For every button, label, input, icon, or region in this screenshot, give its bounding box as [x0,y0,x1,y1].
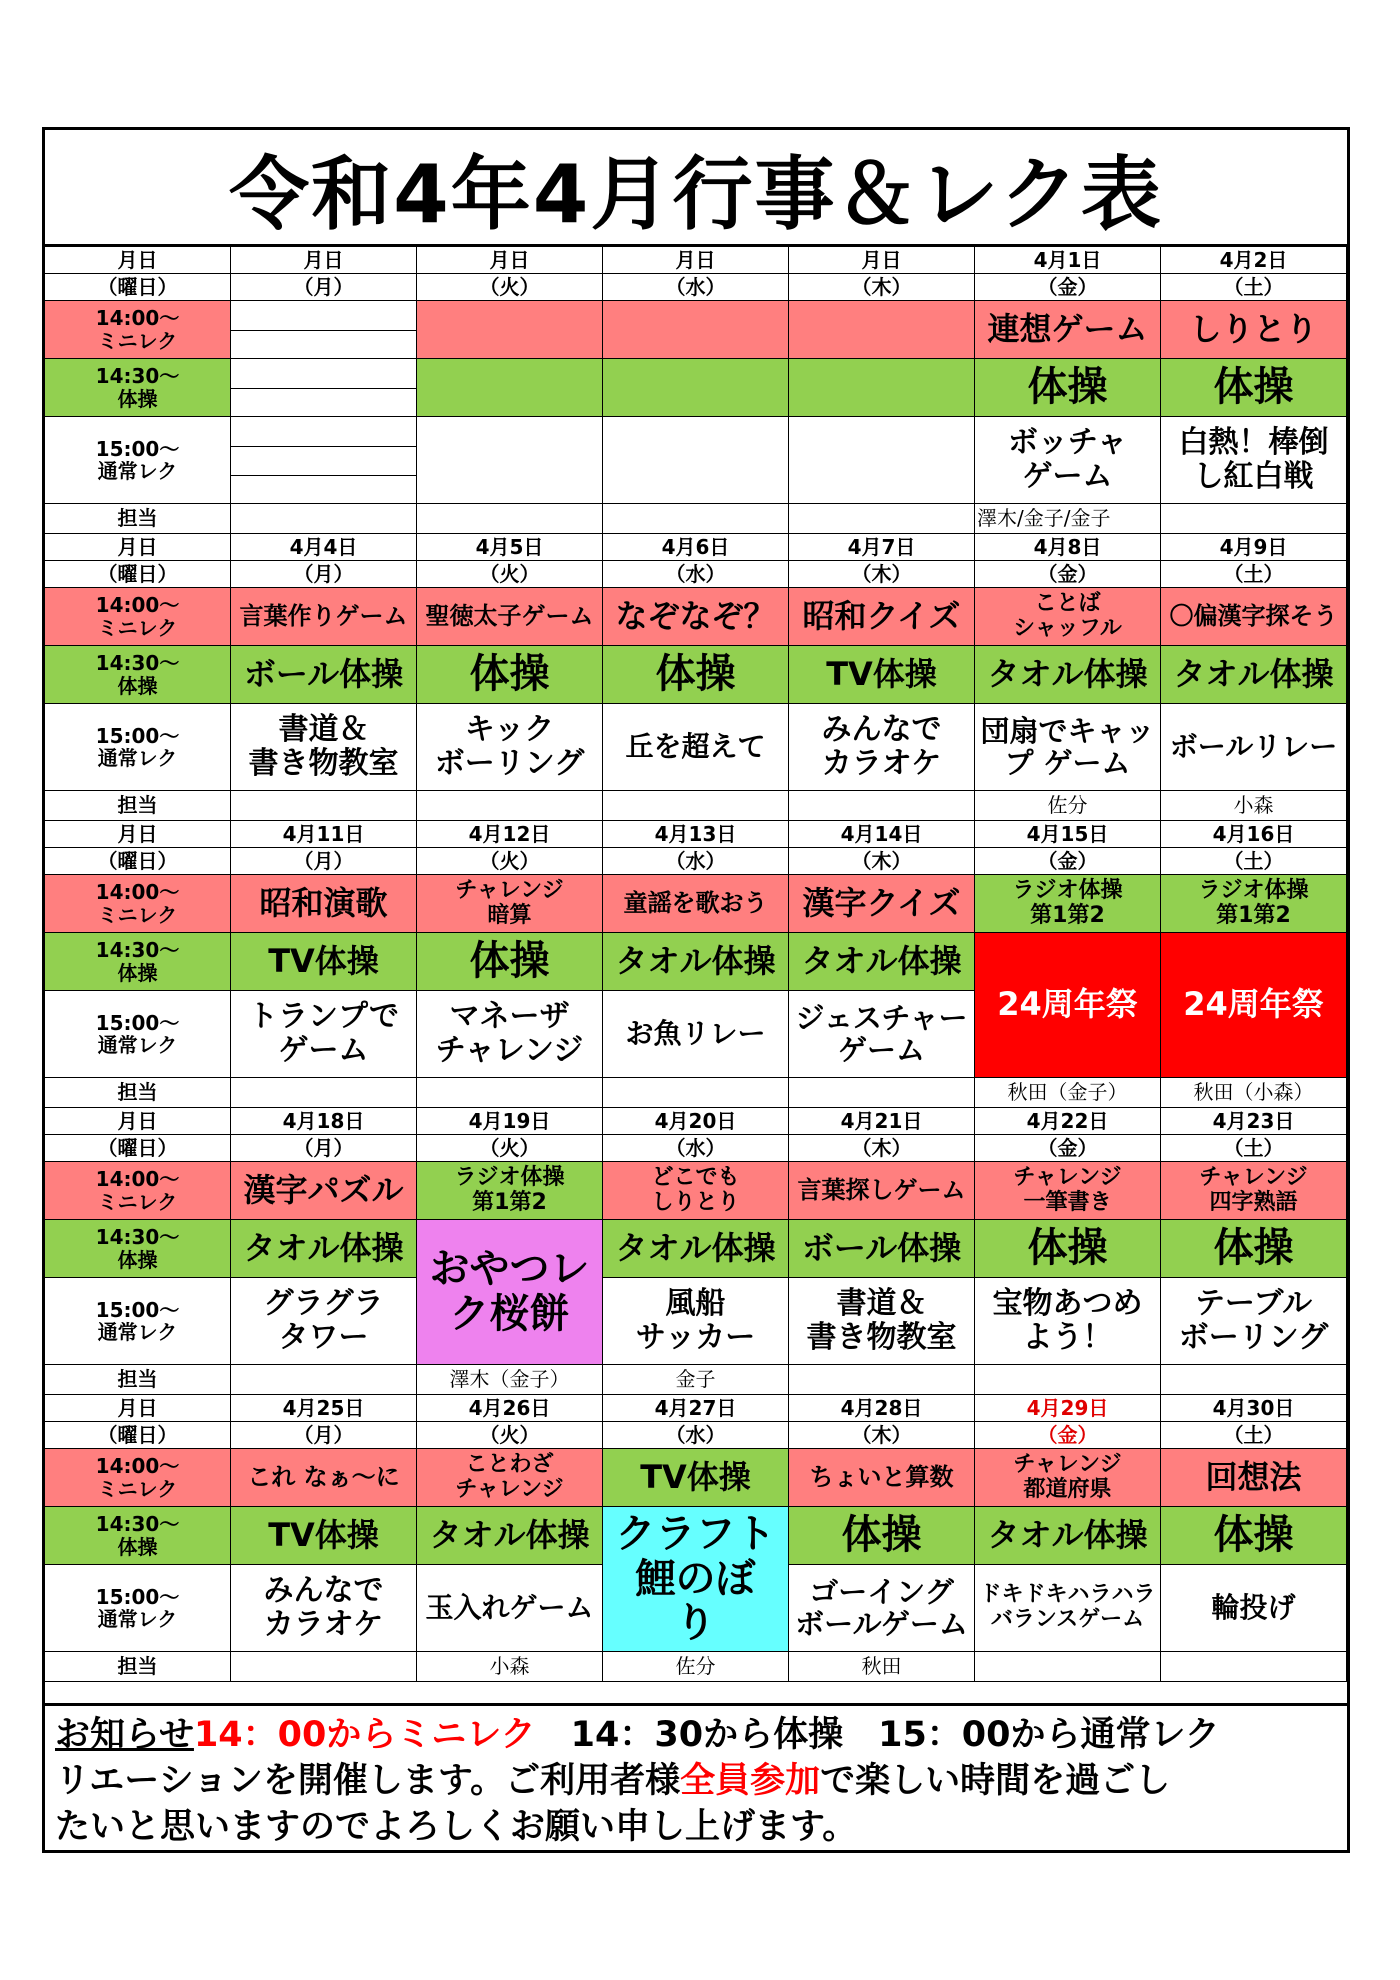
date-cell: 4月23日 [1161,1108,1347,1135]
mini-rec-cell: ラジオ体操 第1第2 [975,875,1161,933]
row-label-exercise: 14:30～ 体操 [45,1220,231,1278]
mini-rec-cell: 〇偏漢字探そう [1161,588,1347,646]
row-label-weekday: （曜日） [45,1422,231,1449]
normal-rec-cell: 書道＆ 書き物教室 [231,704,417,791]
date-cell: 4月11日 [231,821,417,848]
weekday-cell: （木） [789,848,975,875]
mini-rec-cell: これ なぁ～に [231,1449,417,1507]
date-cell: 月日 [417,247,603,274]
weekday-cell: （月） [231,561,417,588]
normal-rec-cell: 風船 サッカー [603,1278,789,1365]
mini-rec-cell: 言葉作りゲーム [231,588,417,646]
weekday-cell: （木） [789,561,975,588]
normal-rec-cell [603,417,789,504]
exercise-cell [603,359,789,417]
staff-cell: 秋田（金子） [975,1078,1161,1108]
date-cell: 月日 [603,247,789,274]
blank-cell-divider [231,446,416,447]
staff-cell [1161,1652,1347,1682]
weekday-cell: （土） [1161,1135,1347,1162]
weekday-cell: （金） [975,848,1161,875]
staff-cell [231,1365,417,1395]
normal-rec-cell [231,417,417,504]
exercise-cell: 体操 [1161,359,1347,417]
staff-cell [417,504,603,534]
weekday-cell: （土） [1161,1422,1347,1449]
normal-rec-cell: ゴーイング ボールゲーム [789,1565,975,1652]
staff-cell [603,791,789,821]
row-label-date: 月日 [45,1395,231,1422]
exercise-cell [789,359,975,417]
mini-rec-cell: 聖徳太子ゲーム [417,588,603,646]
notice-mini-time: 14：00からミニレク [193,1715,536,1755]
row-label-normal: 15:00～ 通常レク [45,1278,231,1365]
row-label-weekday: （曜日） [45,561,231,588]
normal-rec-cell: 丘を超えて [603,704,789,791]
exercise-cell: タオル体操 [231,1220,417,1278]
row-label-normal: 15:00～ 通常レク [45,704,231,791]
exercise-cell: タオル体操 [417,1507,603,1565]
date-cell: 4月8日 [975,534,1161,561]
normal-rec-cell: 書道＆ 書き物教室 [789,1278,975,1365]
staff-cell [603,504,789,534]
exercise-cell: タオル体操 [975,646,1161,704]
staff-cell: 小森 [417,1652,603,1682]
exercise-cell [417,359,603,417]
event-cell: おやつレ ク桜餅 [417,1220,603,1365]
exercise-cell: TV体操 [231,1507,417,1565]
exercise-cell: 体操 [1161,1507,1347,1565]
date-cell: 4月18日 [231,1108,417,1135]
date-cell: 4月12日 [417,821,603,848]
date-cell: 4月26日 [417,1395,603,1422]
normal-rec-cell: みんなで カラオケ [231,1565,417,1652]
exercise-cell: 体操 [789,1507,975,1565]
staff-cell [789,1365,975,1395]
staff-cell [231,791,417,821]
mini-rec-cell: 昭和クイズ [789,588,975,646]
exercise-cell: タオル体操 [975,1507,1161,1565]
row-label-date: 月日 [45,821,231,848]
date-cell: 4月20日 [603,1108,789,1135]
row-label-mini: 14:00～ ミニレク [45,1449,231,1507]
row-label-mini: 14:00～ ミニレク [45,588,231,646]
row-label-exercise: 14:30～ 体操 [45,359,231,417]
exercise-cell: 体操 [975,1220,1161,1278]
mini-rec-cell: なぞなぞ？ [603,588,789,646]
row-label-mini: 14:00～ ミニレク [45,1162,231,1220]
mini-rec-cell: ラジオ体操 第1第2 [1161,875,1347,933]
mini-rec-cell: チャレンジ 暗算 [417,875,603,933]
row-label-normal: 15:00～ 通常レク [45,417,231,504]
weekday-cell: （木） [789,274,975,301]
normal-rec-cell [417,417,603,504]
staff-cell [789,791,975,821]
staff-cell [975,1652,1161,1682]
mini-rec-cell: 漢字パズル [231,1162,417,1220]
mini-rec-cell: チャレンジ 一筆書き [975,1162,1161,1220]
blank-cell-divider [231,475,416,476]
row-label-exercise: 14:30～ 体操 [45,933,231,991]
date-cell: 4月19日 [417,1108,603,1135]
mini-rec-cell: ちょいと算数 [789,1449,975,1507]
exercise-cell: タオル体操 [789,933,975,991]
exercise-cell: タオル体操 [603,1220,789,1278]
page-title: 令和4年4月行事＆レク表 [45,130,1347,247]
date-cell: 4月7日 [789,534,975,561]
date-cell: 4月4日 [231,534,417,561]
weekday-cell: （月） [231,274,417,301]
mini-rec-cell: チャレンジ 四字熟語 [1161,1162,1347,1220]
normal-rec-cell: 団扇でキャッ プ ゲーム [975,704,1161,791]
mini-rec-cell [789,301,975,359]
normal-rec-cell: キック ボーリング [417,704,603,791]
normal-rec-cell: テーブル ボーリング [1161,1278,1347,1365]
row-label-date: 月日 [45,247,231,274]
mini-rec-cell: ことば シャッフル [975,588,1161,646]
normal-rec-cell: みんなで カラオケ [789,704,975,791]
date-cell: 4月27日 [603,1395,789,1422]
staff-cell [789,504,975,534]
notice-heading: お知らせ [55,1715,194,1755]
exercise-cell: タオル体操 [603,933,789,991]
mini-rec-cell: 連想ゲーム [975,301,1161,359]
weekday-cell: （木） [789,1135,975,1162]
row-label-normal: 15:00～ 通常レク [45,1565,231,1652]
weekday-cell: （金） [975,1422,1161,1449]
normal-rec-cell: ドキドキハラハラ バランスゲーム [975,1565,1161,1652]
row-label-staff: 担当 [45,1365,231,1395]
blank-cell-divider [231,388,416,389]
mini-rec-cell: 言葉探しゲーム [789,1162,975,1220]
weekday-cell: （月） [231,1135,417,1162]
weekday-cell: （水） [603,848,789,875]
weekday-cell: （土） [1161,848,1347,875]
weekday-cell: （金） [975,1135,1161,1162]
mini-rec-cell: TV体操 [603,1449,789,1507]
row-label-date: 月日 [45,1108,231,1135]
date-cell: 月日 [231,247,417,274]
staff-cell: 澤木（金子） [417,1365,603,1395]
normal-rec-cell: 白熱！棒倒 し紅白戦 [1161,417,1347,504]
date-cell: 4月22日 [975,1108,1161,1135]
exercise-cell: ボール体操 [789,1220,975,1278]
normal-rec-cell: トランプで ゲーム [231,991,417,1078]
normal-rec-cell: お魚リレー [603,991,789,1078]
row-label-date: 月日 [45,534,231,561]
staff-cell: 小森 [1161,791,1347,821]
exercise-cell: タオル体操 [1161,646,1347,704]
mini-rec-cell: ラジオ体操 第1第2 [417,1162,603,1220]
notice-text-3: で楽しい時間を過ごし [820,1761,1171,1801]
exercise-cell: 体操 [417,933,603,991]
exercise-cell: 体操 [417,646,603,704]
weekday-cell: （水） [603,1135,789,1162]
normal-rec-cell: 宝物あつめ よう！ [975,1278,1161,1365]
normal-rec-cell: 玉入れゲーム [417,1565,603,1652]
weekday-cell: （火） [417,1422,603,1449]
row-label-staff: 担当 [45,1652,231,1682]
weekday-cell: （月） [231,1422,417,1449]
row-label-staff: 担当 [45,504,231,534]
mini-rec-cell: 昭和演歌 [231,875,417,933]
row-label-exercise: 14:30～ 体操 [45,646,231,704]
staff-cell [417,791,603,821]
weekday-cell: （金） [975,561,1161,588]
row-label-mini: 14:00～ ミニレク [45,301,231,359]
staff-cell: 金子 [603,1365,789,1395]
normal-rec-cell: ボールリレー [1161,704,1347,791]
staff-cell: 澤木/金子/金子 [975,504,1161,534]
weekday-cell: （水） [603,274,789,301]
normal-rec-cell: マネーザ チャレンジ [417,991,603,1078]
schedule-sheet [42,127,1350,1853]
event-cell: 24周年祭 [975,933,1161,1078]
mini-rec-cell [603,301,789,359]
blank-cell-divider [231,330,416,331]
staff-cell [603,1078,789,1108]
row-label-mini: 14:00～ ミニレク [45,875,231,933]
schedule-grid [45,247,1347,1709]
mini-rec-cell: しりとり [1161,301,1347,359]
row-label-staff: 担当 [45,791,231,821]
staff-cell: 佐分 [603,1652,789,1682]
staff-cell: 佐分 [975,791,1161,821]
event-cell: クラフト 鯉のぼ り [603,1507,789,1652]
notice-text-2: リエーションを開催します。ご利用者様 [55,1761,681,1801]
date-cell: 月日 [789,247,975,274]
date-cell: 4月25日 [231,1395,417,1422]
date-cell: 4月9日 [1161,534,1347,561]
weekday-cell: （火） [417,561,603,588]
weekday-cell: （土） [1161,561,1347,588]
staff-cell [231,1652,417,1682]
row-label-weekday: （曜日） [45,1135,231,1162]
exercise-cell: TV体操 [231,933,417,991]
date-cell: 4月30日 [1161,1395,1347,1422]
exercise-cell: 体操 [603,646,789,704]
row-label-staff: 担当 [45,1078,231,1108]
row-label-normal: 15:00～ 通常レク [45,991,231,1078]
normal-rec-cell: ジェスチャー ゲーム [789,991,975,1078]
notice-highlight: 全員参加 [680,1761,821,1801]
weekday-cell: （火） [417,848,603,875]
staff-cell: 秋田 [789,1652,975,1682]
normal-rec-cell [789,417,975,504]
weekday-cell: （水） [603,1422,789,1449]
date-cell: 4月28日 [789,1395,975,1422]
staff-cell [789,1078,975,1108]
mini-rec-cell: ことわざ チャレンジ [417,1449,603,1507]
date-cell: 4月5日 [417,534,603,561]
notice-text-1: 14：30から体操 15：00から通常レク [535,1715,1220,1755]
staff-cell [417,1078,603,1108]
weekday-cell: （水） [603,561,789,588]
exercise-cell: 体操 [975,359,1161,417]
date-cell: 4月1日 [975,247,1161,274]
mini-rec-cell: 漢字クイズ [789,875,975,933]
notice-box [45,1703,1347,1850]
date-cell: 4月29日 [975,1395,1161,1422]
mini-rec-cell: どこでも しりとり [603,1162,789,1220]
row-label-weekday: （曜日） [45,274,231,301]
row-label-exercise: 14:30～ 体操 [45,1507,231,1565]
weekday-cell: （火） [417,1135,603,1162]
date-cell: 4月16日 [1161,821,1347,848]
weekday-cell: （月） [231,848,417,875]
staff-cell [975,1365,1161,1395]
weekday-cell: （土） [1161,274,1347,301]
staff-cell [1161,1365,1347,1395]
weekday-cell: （木） [789,1422,975,1449]
exercise-cell: ボール体操 [231,646,417,704]
date-cell: 4月14日 [789,821,975,848]
weekday-cell: （金） [975,274,1161,301]
mini-rec-cell [417,301,603,359]
event-cell: 24周年祭 [1161,933,1347,1078]
exercise-cell: TV体操 [789,646,975,704]
staff-cell [231,1078,417,1108]
date-cell: 4月13日 [603,821,789,848]
mini-rec-cell: チャレンジ 都道府県 [975,1449,1161,1507]
staff-cell [231,504,417,534]
date-cell: 4月2日 [1161,247,1347,274]
normal-rec-cell: ボッチャ ゲーム [975,417,1161,504]
row-label-weekday: （曜日） [45,848,231,875]
staff-cell [1161,504,1347,534]
date-cell: 4月21日 [789,1108,975,1135]
notice-text-4: たいと思いますのでよろしくお願い申し上げます。 [55,1807,858,1847]
mini-rec-cell: 童謡を歌おう [603,875,789,933]
weekday-cell: （火） [417,274,603,301]
normal-rec-cell: グラグラ タワー [231,1278,417,1365]
date-cell: 4月6日 [603,534,789,561]
date-cell: 4月15日 [975,821,1161,848]
exercise-cell: 体操 [1161,1220,1347,1278]
mini-rec-cell: 回想法 [1161,1449,1347,1507]
staff-cell: 秋田（小森） [1161,1078,1347,1108]
normal-rec-cell: 輪投げ [1161,1565,1347,1652]
